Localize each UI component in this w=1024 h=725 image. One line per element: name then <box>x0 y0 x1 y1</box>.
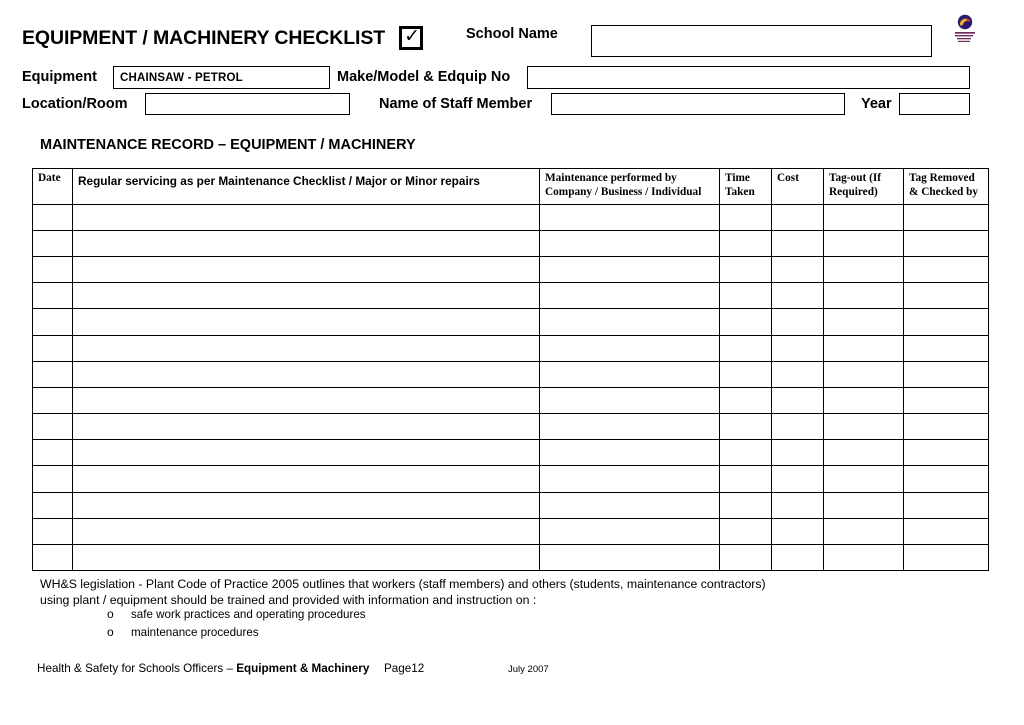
cell-time-taken[interactable] <box>720 387 772 413</box>
table-header-row <box>33 169 989 205</box>
column-header-performed-by <box>540 169 720 205</box>
cell-description[interactable] <box>73 387 540 413</box>
table-row <box>33 204 989 230</box>
cell-tag-removed[interactable] <box>904 283 989 309</box>
cell-date[interactable] <box>33 545 73 571</box>
cell-time-taken[interactable] <box>720 335 772 361</box>
legislation-bullet-item: o safe work practices and operating procedures <box>103 606 366 624</box>
cell-cost[interactable] <box>772 387 824 413</box>
cell-tag-out[interactable] <box>824 283 904 309</box>
cell-date[interactable] <box>33 466 73 492</box>
table-row <box>33 283 989 309</box>
table-row <box>33 414 989 440</box>
cell-date[interactable] <box>33 518 73 544</box>
cell-cost[interactable] <box>772 492 824 518</box>
cell-time-taken[interactable] <box>720 518 772 544</box>
cell-description[interactable] <box>73 335 540 361</box>
footer-strong: Equipment & Machinery <box>236 662 370 675</box>
cell-cost[interactable] <box>772 283 824 309</box>
table-body <box>33 204 989 571</box>
table-row <box>33 361 989 387</box>
column-header-description: Regular servicing as per Maintenance Checklist / Major or Minor repairs <box>73 169 540 205</box>
cell-performed-by[interactable] <box>540 466 720 492</box>
cell-cost[interactable] <box>772 414 824 440</box>
cell-time-taken[interactable] <box>720 361 772 387</box>
time-taken-line-2: Taken <box>725 185 755 198</box>
cell-tag-removed[interactable] <box>904 256 989 282</box>
table-row <box>33 387 989 413</box>
column-header-tag-removed <box>904 169 989 205</box>
cell-date[interactable] <box>33 309 73 335</box>
year-label: Year <box>861 96 892 112</box>
cell-tag-out[interactable] <box>824 256 904 282</box>
column-header-cost: Cost <box>772 169 824 205</box>
equipment-input[interactable] <box>113 66 330 89</box>
equipment-value: CHAINSAW - PETROL <box>120 71 243 84</box>
cell-performed-by[interactable] <box>540 440 720 466</box>
staff-member-label: Name of Staff Member <box>379 96 533 112</box>
cell-description[interactable] <box>73 283 540 309</box>
cell-performed-by[interactable] <box>540 283 720 309</box>
school-name-label: School Name <box>466 26 558 42</box>
cell-tag-out[interactable] <box>824 361 904 387</box>
cell-cost[interactable] <box>772 361 824 387</box>
cell-description[interactable] <box>73 230 540 256</box>
cell-tag-removed[interactable] <box>904 545 989 571</box>
cell-time-taken[interactable] <box>720 230 772 256</box>
cell-description[interactable] <box>73 545 540 571</box>
cell-description[interactable] <box>73 518 540 544</box>
table-row <box>33 466 989 492</box>
cell-time-taken[interactable] <box>720 204 772 230</box>
checklist-checkbox[interactable] <box>399 26 423 50</box>
cell-tag-removed[interactable] <box>904 466 989 492</box>
cell-date[interactable] <box>33 230 73 256</box>
cell-tag-removed[interactable] <box>904 440 989 466</box>
cell-time-taken[interactable] <box>720 256 772 282</box>
cell-description[interactable] <box>73 361 540 387</box>
cell-tag-out[interactable] <box>824 309 904 335</box>
cell-tag-removed[interactable] <box>904 414 989 440</box>
legislation-note-line-2: using plant / equipment should be trained and provided with information and instruction on : <box>40 592 537 607</box>
cell-date[interactable] <box>33 440 73 466</box>
page-title: EQUIPMENT / MACHINERY CHECKLIST <box>22 26 386 49</box>
cell-tag-removed[interactable] <box>904 518 989 544</box>
cell-cost[interactable] <box>772 204 824 230</box>
cell-tag-removed[interactable] <box>904 361 989 387</box>
cell-performed-by[interactable] <box>540 492 720 518</box>
location-room-input[interactable] <box>145 93 350 115</box>
cell-performed-by[interactable] <box>540 414 720 440</box>
column-header-date: Date <box>33 169 73 205</box>
cell-tag-removed[interactable] <box>904 230 989 256</box>
table-row <box>33 230 989 256</box>
cell-description[interactable] <box>73 256 540 282</box>
cell-date[interactable] <box>33 204 73 230</box>
cell-time-taken[interactable] <box>720 283 772 309</box>
cell-performed-by[interactable] <box>540 518 720 544</box>
document-title-row <box>22 26 423 50</box>
queensland-government-education-logo-icon <box>951 14 979 46</box>
make-model-label: Make/Model & Edquip No <box>337 69 511 85</box>
cell-tag-out[interactable] <box>824 545 904 571</box>
cell-date[interactable] <box>33 283 73 309</box>
cell-tag-out[interactable] <box>824 204 904 230</box>
cell-tag-removed[interactable] <box>904 492 989 518</box>
cell-date[interactable] <box>33 335 73 361</box>
cell-cost[interactable] <box>772 518 824 544</box>
legislation-note-line-1: WH&S legislation - Plant Code of Practice 2005 outlines that workers (staff members) and others (students, maintenance contractors) <box>40 577 766 591</box>
legislation-note-bullets <box>103 606 366 642</box>
school-name-input[interactable] <box>591 25 932 57</box>
performed-by-line-2: Company / Business / Individual <box>545 185 702 198</box>
cell-time-taken[interactable] <box>720 414 772 440</box>
table-row <box>33 492 989 518</box>
cell-performed-by[interactable] <box>540 545 720 571</box>
cell-description[interactable] <box>73 309 540 335</box>
maintenance-record-table <box>32 168 989 571</box>
cell-cost[interactable] <box>772 309 824 335</box>
cell-tag-out[interactable] <box>824 335 904 361</box>
cell-description[interactable] <box>73 466 540 492</box>
table-row <box>33 440 989 466</box>
cell-tag-out[interactable] <box>824 230 904 256</box>
cell-description[interactable] <box>73 414 540 440</box>
cell-cost[interactable] <box>772 466 824 492</box>
performed-by-line-1: Maintenance performed by <box>545 172 677 184</box>
maintenance-record-heading: MAINTENANCE RECORD – EQUIPMENT / MACHINERY <box>40 137 416 153</box>
cell-cost[interactable] <box>772 256 824 282</box>
column-header-tag-out <box>824 169 904 205</box>
cell-performed-by[interactable] <box>540 230 720 256</box>
footer-date: July 2007 <box>508 664 549 675</box>
location-room-label: Location/Room <box>22 96 128 112</box>
cell-performed-by[interactable] <box>540 361 720 387</box>
cell-time-taken[interactable] <box>720 466 772 492</box>
make-model-input[interactable] <box>527 66 970 89</box>
table-row <box>33 518 989 544</box>
year-input[interactable] <box>899 93 970 115</box>
tag-out-line-1: Tag-out (If <box>829 172 881 184</box>
cell-tag-out[interactable] <box>824 414 904 440</box>
cell-description[interactable] <box>73 440 540 466</box>
table-row <box>33 309 989 335</box>
cell-tag-out[interactable] <box>824 440 904 466</box>
table-row <box>33 335 989 361</box>
time-taken-line-1: Time <box>725 172 750 184</box>
cell-tag-out[interactable] <box>824 387 904 413</box>
staff-member-input[interactable] <box>551 93 845 115</box>
cell-description[interactable] <box>73 204 540 230</box>
cell-performed-by[interactable] <box>540 335 720 361</box>
cell-tag-removed[interactable] <box>904 309 989 335</box>
table-header <box>33 169 989 205</box>
legislation-note <box>40 577 766 608</box>
cell-tag-removed[interactable] <box>904 204 989 230</box>
cell-cost[interactable] <box>772 335 824 361</box>
tag-out-line-2: Required) <box>829 185 878 198</box>
cell-cost[interactable] <box>772 545 824 571</box>
cell-performed-by[interactable] <box>540 309 720 335</box>
cell-tag-out[interactable] <box>824 518 904 544</box>
legislation-bullet-item: o maintenance procedures <box>103 624 366 642</box>
cell-cost[interactable] <box>772 230 824 256</box>
cell-performed-by[interactable] <box>540 387 720 413</box>
cell-date[interactable] <box>33 361 73 387</box>
cell-cost[interactable] <box>772 440 824 466</box>
cell-tag-removed[interactable] <box>904 387 989 413</box>
table-row <box>33 545 989 571</box>
table-row <box>33 256 989 282</box>
checkmark-icon: ✓ <box>404 25 421 47</box>
cell-time-taken[interactable] <box>720 545 772 571</box>
tag-removed-line-1: Tag Removed <box>909 172 975 184</box>
cell-tag-removed[interactable] <box>904 335 989 361</box>
cell-performed-by[interactable] <box>540 204 720 230</box>
column-header-time-taken <box>720 169 772 205</box>
cell-performed-by[interactable] <box>540 256 720 282</box>
tag-removed-line-2: & Checked by <box>909 185 979 198</box>
cell-time-taken[interactable] <box>720 440 772 466</box>
cell-date[interactable] <box>33 414 73 440</box>
cell-date[interactable] <box>33 492 73 518</box>
cell-description[interactable] <box>73 492 540 518</box>
footer-text <box>37 662 369 675</box>
cell-date[interactable] <box>33 256 73 282</box>
cell-tag-out[interactable] <box>824 492 904 518</box>
cell-date[interactable] <box>33 387 73 413</box>
cell-time-taken[interactable] <box>720 492 772 518</box>
cell-tag-out[interactable] <box>824 466 904 492</box>
footer-prefix: Health & Safety for Schools Officers – <box>37 662 237 675</box>
footer-page-number: Page12 <box>384 662 425 675</box>
cell-time-taken[interactable] <box>720 309 772 335</box>
equipment-label: Equipment <box>22 69 97 85</box>
